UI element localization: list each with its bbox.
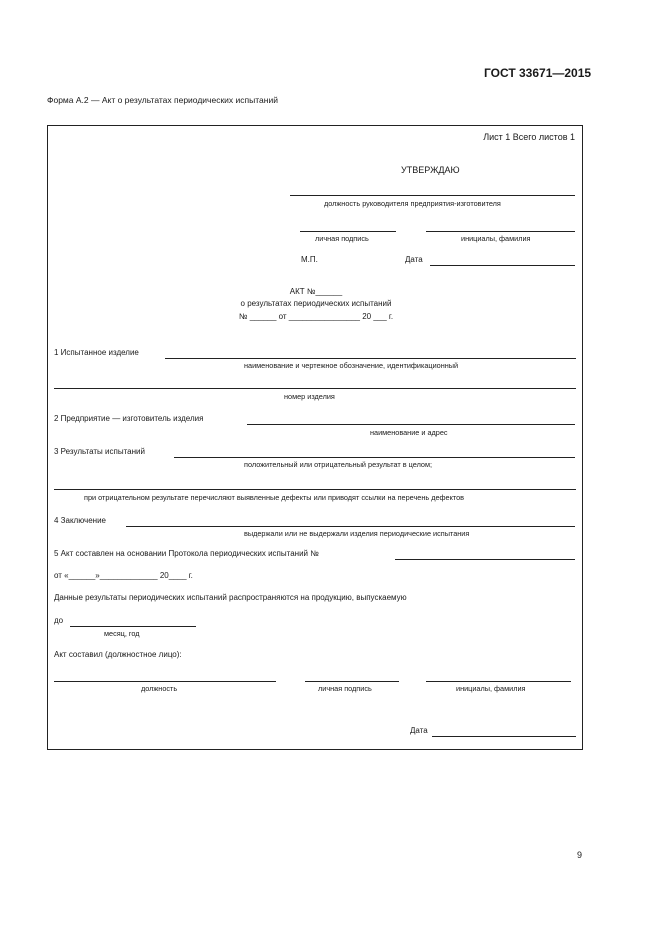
sheet-info: Лист 1 Всего листов 1 — [483, 132, 575, 142]
item4-field[interactable] — [126, 526, 575, 527]
stamp-label: М.П. — [301, 255, 318, 264]
approver-signature-line[interactable] — [300, 231, 396, 232]
compiler-signature-hint: личная подпись — [318, 684, 372, 693]
item4-label: 4 Заключение — [54, 516, 106, 525]
protocol-date-line[interactable]: от «______»_____________ 20____ г. — [54, 571, 193, 580]
until-field[interactable] — [70, 626, 196, 627]
item3-hint-2: при отрицательном результате перечисляют выявленные дефекты или приводят ссылки на перечень дефектов — [84, 493, 465, 502]
bottom-date-label: Дата — [410, 726, 428, 735]
item1-hint: наименование и чертежное обозначение, идентификационный — [244, 361, 459, 370]
item2-label: 2 Предприятие — изготовитель изделия — [54, 414, 204, 423]
compiler-name-line[interactable] — [426, 681, 571, 682]
approver-position-line[interactable] — [290, 195, 575, 196]
act-number-line[interactable]: № ______ от ________________ 20 ___ г. — [238, 312, 394, 321]
item1-hint-2: номер изделия — [284, 392, 335, 401]
page-number: 9 — [577, 850, 583, 860]
compiler-name-hint: инициалы, фамилия — [456, 684, 526, 693]
bottom-date-field[interactable] — [432, 736, 576, 737]
item3-label: 3 Результаты испытаний — [54, 447, 145, 456]
item1-field-2[interactable] — [54, 388, 576, 389]
item2-field[interactable] — [247, 424, 575, 425]
act-title: АКТ №______ — [289, 287, 343, 296]
until-label: до — [54, 616, 64, 625]
compiler-position-hint: должность — [141, 684, 178, 693]
applies-text: Данные результаты периодических испытаний распространяются на продукцию, выпускаемую — [54, 593, 407, 602]
approval-date-label: Дата — [405, 255, 423, 264]
item1-label: 1 Испытанное изделие — [54, 348, 139, 357]
act-subtitle: о результатах периодических испытаний — [240, 299, 392, 308]
approver-name-line[interactable] — [426, 231, 575, 232]
compiler-signature-line[interactable] — [305, 681, 399, 682]
item4-hint: выдержали или не выдержали изделия периодические испытания — [244, 529, 470, 538]
until-hint: месяц, год — [104, 629, 140, 638]
protocol-number-field[interactable] — [395, 559, 575, 560]
item3-field-2[interactable] — [54, 489, 576, 490]
approve-heading: УТВЕРЖДАЮ — [401, 165, 460, 175]
item2-hint: наименование и адрес — [370, 428, 448, 437]
approval-date-line[interactable] — [430, 265, 575, 266]
item5-label: 5 Акт составлен на основании Протокола периодических испытаний № — [54, 549, 319, 558]
form-frame — [47, 125, 583, 750]
compiled-by-label: Акт составил (должностное лицо): — [54, 650, 182, 659]
form-caption: Форма А.2 — Акт о результатах периодических испытаний — [47, 95, 278, 105]
item1-field[interactable] — [165, 358, 576, 359]
approver-name-hint: инициалы, фамилия — [461, 234, 531, 243]
item3-field[interactable] — [174, 457, 575, 458]
compiler-position-line[interactable] — [54, 681, 276, 682]
approver-position-hint: должность руководителя предприятия-изготовителя — [324, 199, 501, 208]
document-code: ГОСТ 33671—2015 — [484, 66, 592, 80]
item3-hint: положительный или отрицательный результат в целом; — [244, 460, 433, 469]
approver-signature-hint: личная подпись — [315, 234, 369, 243]
